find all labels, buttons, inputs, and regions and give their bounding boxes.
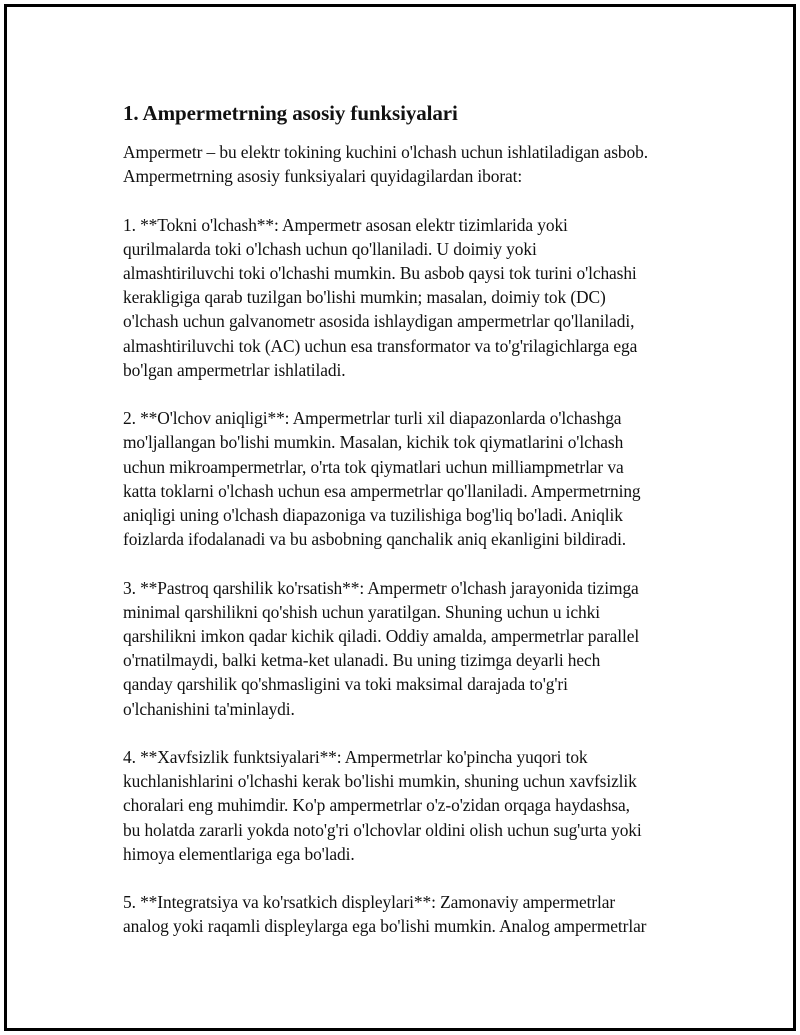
text-line: o'rnatilmaydi, balki ketma-ket ulanadi. Bu uning tizimga deyarli hech [123, 650, 601, 671]
text-line: kerakligiga qarab tuzilgan bo'lishi mumkin; masalan, doimiy tok (DC) [123, 287, 606, 308]
text-line: bo'lgan ampermetrlar ishlatiladi. [123, 359, 346, 380]
text-line: qurilmalarda toki o'lchash uchun qo'llaniladi. U doimiy yoki [123, 238, 537, 259]
text-line: 2. **O'lchov aniqligi**: Ampermetrlar turli xil diapazonlarda o'lchashga [123, 408, 622, 429]
text-line: Ampermetrning asosiy funksiyalari quyidagilardan iborat: [123, 166, 523, 187]
text-line: almashtiriluvchi tok (AC) uchun esa transformator va to'g'rilagichlarga ega [123, 335, 638, 356]
document-body [123, 99, 695, 963]
text-line: qarshilikni imkon qadar kichik qiladi. Oddiy amalda, ampermetrlar parallel [123, 626, 640, 647]
text-line: almashtiriluvchi toki o'lchashi mumkin. Bu asbob qaysi tok turini o'lchashi [123, 263, 637, 283]
text-line: analog yoki raqamli displeylarga ega bo'lishi mumkin. Analog ampermetrlar [123, 916, 647, 937]
text-line: minimal qarshilikni qo'shish uchun yaratilgan. Shuning uchun u ichki [123, 601, 600, 622]
text-line: Ampermetr – bu elektr tokining kuchini o'lchash uchun ishlatiladigan asbob. [123, 142, 648, 162]
paragraph-tokni-olchash [123, 213, 695, 382]
page-frame [4, 4, 796, 1031]
text-line: 4. **Xavfsizlik funktsiyalari**: Ampermetrlar ko'pincha yuqori tok [123, 747, 588, 768]
text-line: o'lchanishini ta'minlaydi. [123, 698, 295, 719]
text-line: 5. **Integratsiya va ko'rsatkich displeylari**: Zamonaviy ampermetrlar [123, 892, 616, 913]
text-line: himoya elementlariga ega bo'ladi. [123, 843, 355, 864]
text-line: aniqligi uning o'lchash diapazoniga va tuzilishiga bog'liq bo'ladi. Aniqlik [123, 505, 623, 526]
text-line: foizlarda ifodalanadi va bu asbobning qanchalik aniq ekanligini bildiradi. [123, 529, 627, 550]
text-line: uchun mikroampermetrlar, o'rta tok qiymatlari uchun milliampmetrlar va [123, 456, 624, 477]
paragraph-pastroq-qarshilik [123, 576, 695, 721]
text-line: 1. **Tokni o'lchash**: Ampermetr asosan elektr tizimlarida yoki [123, 214, 568, 235]
text-line: qanday qarshilik qo'shmasligini va toki maksimal darajada to'g'ri [123, 674, 568, 695]
text-line: 3. **Pastroq qarshilik ko'rsatish**: Ampermetr o'lchash jarayonida tizimga [123, 577, 639, 598]
text-line: choralari eng muhimdir. Ko'p ampermetrlar o'z-o'zidan orqaga haydashsa, [123, 795, 630, 816]
paragraph-olchov-aniqligi [123, 406, 695, 551]
text-line: katta toklarni o'lchash uchun esa ampermetrlar qo'llaniladi. Ampermetrning [123, 480, 641, 501]
paragraph-integratsiya [123, 890, 695, 938]
text-line: kuchlanishlarini o'lchashi kerak bo'lishi mumkin, shuning uchun xavfsizlik [123, 771, 637, 792]
text-line: o'lchash uchun galvanometr asosida ishlaydigan ampermetrlar qo'llaniladi, [123, 311, 635, 332]
intro-paragraph [123, 140, 695, 188]
section-heading: 1. Ampermetrning asosiy funksiyalari [123, 101, 458, 125]
text-line: mo'ljallangan bo'lishi mumkin. Masalan, kichik tok qiymatlarini o'lchash [123, 432, 624, 453]
paragraph-xavfsizlik [123, 745, 695, 866]
paragraph-container [123, 140, 695, 939]
text-line: bu holatda zararli yokda noto'g'ri o'lchovlar oldini olish uchun sug'urta yoki [123, 819, 642, 840]
